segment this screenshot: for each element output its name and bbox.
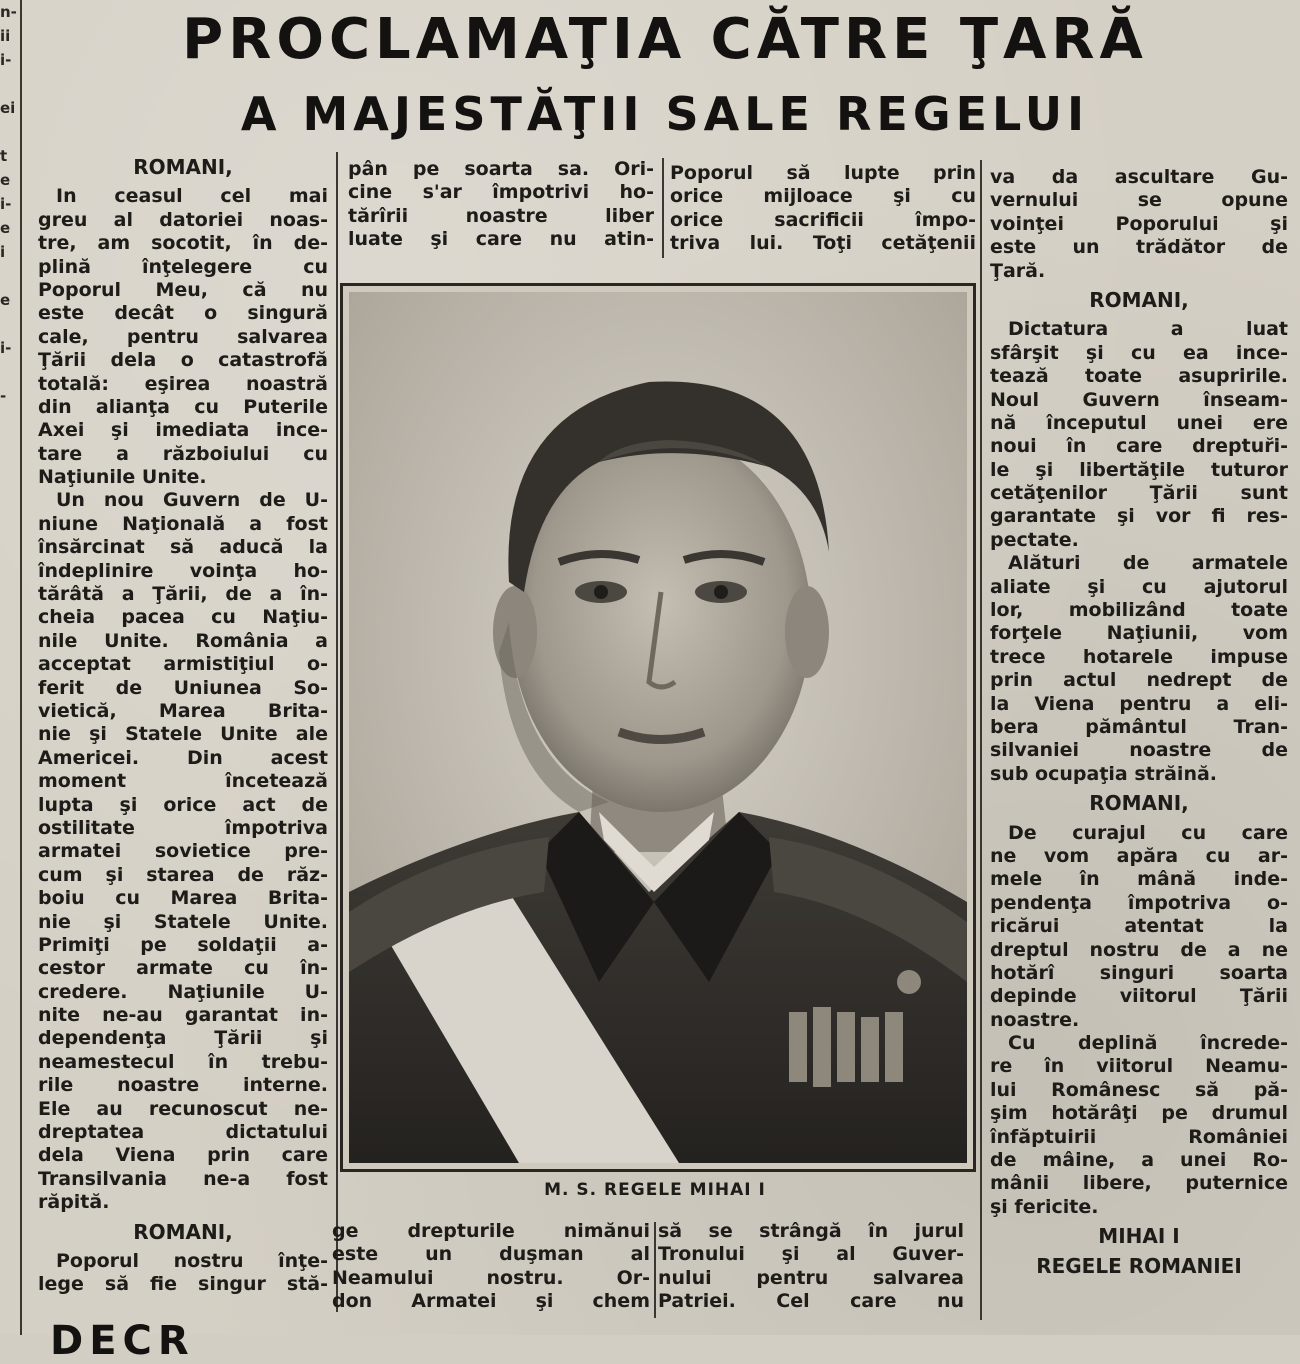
paragraph-line: voinţei Poporului şi bbox=[990, 212, 1288, 235]
paragraph-line: dela Viena prin care bbox=[38, 1144, 328, 1167]
paragraph-line: tare a războiului cu bbox=[38, 442, 328, 465]
paragraph-line: şim hotărâţi pe drumul bbox=[990, 1102, 1288, 1125]
margin-fragment bbox=[0, 720, 14, 744]
section-heading: ROMANI, bbox=[1089, 791, 1189, 816]
paragraph-line: Dictatura a luat bbox=[1008, 318, 1288, 341]
paragraph-line: orice sacrificii împo- bbox=[670, 208, 976, 231]
paragraph-line: credere. Naţiunile U- bbox=[38, 980, 328, 1003]
margin-fragment bbox=[0, 792, 14, 816]
paragraph-line: mele în mână inde- bbox=[990, 868, 1288, 891]
paragraph-line: este un duşman al bbox=[332, 1243, 650, 1266]
margin-fragment: e bbox=[0, 171, 11, 189]
paragraph-line: lor, mobilizând toate bbox=[990, 599, 1288, 622]
paragraph-line: triva lui. Toţi cetăţenii bbox=[670, 232, 976, 255]
paragraph-line: nite ne-au garantat in- bbox=[38, 1004, 328, 1027]
paragraph-line: Americei. Din acest bbox=[38, 746, 328, 769]
column-4 bbox=[990, 166, 1288, 1284]
paragraph-line: le şi libertăţile tuturor bbox=[990, 458, 1288, 481]
paragraph-line: don Armatei şi chem bbox=[332, 1290, 650, 1313]
paragraph-line: re în viitorul Neamu- bbox=[990, 1055, 1288, 1078]
column-rule-2-top bbox=[662, 158, 664, 258]
margin-fragment: - bbox=[0, 387, 7, 405]
paragraph-line: totală: eşirea noastră bbox=[38, 372, 328, 395]
paragraph-line: ferit de Uniunea So- bbox=[38, 676, 328, 699]
paragraph-line: nului pentru salvarea bbox=[658, 1266, 964, 1289]
margin-fragment bbox=[0, 1008, 14, 1032]
portrait-frame bbox=[340, 283, 976, 1172]
margin-fragment: i- bbox=[0, 51, 12, 69]
paragraph-line: Axei şi imediata ince- bbox=[38, 419, 328, 442]
portrait-illustration bbox=[349, 292, 967, 1163]
paragraph-line: niune Naţională a fost bbox=[38, 512, 328, 535]
margin-fragment bbox=[0, 1032, 14, 1056]
paragraph-line: lege să fie singur stă- bbox=[38, 1273, 328, 1296]
margin-fragment bbox=[0, 312, 14, 336]
paragraph-line: forţele Naţiunii, vom bbox=[990, 622, 1288, 645]
paragraph-line: noui în care dreptur̆i- bbox=[990, 435, 1288, 458]
paragraph-line: îndeplinire voinţa ho- bbox=[38, 559, 328, 582]
paragraph-line: Ţară. bbox=[990, 259, 1046, 282]
margin-fragment bbox=[0, 696, 14, 720]
paragraph-line: lui Românesc să pă- bbox=[990, 1078, 1288, 1101]
paragraph-line: plină înţelegere cu bbox=[38, 255, 328, 278]
margin-fragment bbox=[0, 984, 14, 1008]
paragraph-line: garantate şi vor fi res- bbox=[990, 505, 1288, 528]
paragraph-line: hotărî singuri soarta bbox=[990, 961, 1288, 984]
margin-fragment bbox=[0, 1104, 14, 1128]
margin-fragment bbox=[0, 624, 14, 648]
paragraph-line: neamestecul în trebu- bbox=[38, 1050, 328, 1073]
paragraph-line: de mâine, a unei Ro- bbox=[990, 1149, 1288, 1172]
paragraph-line: din alianţa cu Puterile bbox=[38, 395, 328, 418]
margin-fragment bbox=[0, 408, 14, 432]
paragraph-line: orice mijloace şi cu bbox=[670, 185, 976, 208]
margin-fragment bbox=[0, 1056, 14, 1080]
margin-fragment bbox=[0, 264, 14, 288]
margin-fragment: e bbox=[0, 291, 11, 309]
margin-fragment bbox=[0, 1152, 14, 1176]
paragraph-line: cum şi starea de răz- bbox=[38, 863, 328, 886]
paragraph-line: tre, am socotit, în de- bbox=[38, 232, 328, 255]
paragraph-line: Neamului nostru. Or- bbox=[332, 1266, 650, 1289]
paragraph-line: cestor armate cu în- bbox=[38, 957, 328, 980]
paragraph-line: înfăptuirii României bbox=[990, 1125, 1288, 1148]
paragraph-line: să se strângă în jurul bbox=[658, 1220, 964, 1242]
paragraph-line: va da ascultare Gu- bbox=[990, 166, 1288, 188]
paragraph-line: pendenţa împotriva o- bbox=[990, 891, 1288, 914]
paragraph-line: noastre. bbox=[990, 1008, 1080, 1031]
paragraph-line: armatei sovietice pre- bbox=[38, 840, 328, 863]
margin-fragment: ii bbox=[0, 27, 11, 45]
paragraph-line: Naţiunile Unite. bbox=[38, 466, 207, 489]
paragraph-line: Cu deplină încrede- bbox=[1008, 1032, 1288, 1055]
paragraph-line: mânii libere, puternice bbox=[990, 1172, 1288, 1195]
margin-fragment: ei bbox=[0, 99, 16, 117]
margin-fragment bbox=[0, 648, 14, 672]
margin-fragment bbox=[0, 576, 14, 600]
paragraph-line: sfârşit şi cu ea ince- bbox=[990, 341, 1288, 364]
paragraph-line: moment încetează bbox=[38, 770, 328, 793]
column-3-top bbox=[670, 162, 976, 256]
column-rule-1 bbox=[336, 152, 338, 1312]
margin-fragment bbox=[0, 1128, 14, 1152]
margin-fragment: e bbox=[0, 219, 11, 237]
column-1 bbox=[38, 150, 328, 1297]
paragraph-line: sub ocupaţia străină. bbox=[990, 762, 1218, 785]
paragraph-line: trece hotarele impuse bbox=[990, 645, 1288, 668]
paragraph-line: dreptatea dictatului bbox=[38, 1121, 328, 1144]
paragraph-line: Transilvania ne-a fost bbox=[38, 1167, 328, 1190]
paragraph-line: ge drepturile nimănui bbox=[332, 1220, 650, 1242]
paragraph-line: Noul Guvern înseam- bbox=[990, 388, 1288, 411]
paragraph-line: cheia pacea cu Naţiu- bbox=[38, 606, 328, 629]
left-column-rule bbox=[20, 0, 22, 1335]
margin-fragment bbox=[0, 936, 14, 960]
paragraph-line: Alături de armatele bbox=[1008, 552, 1288, 575]
paragraph-line: Poporul nostru înţe- bbox=[56, 1249, 328, 1272]
margin-fragment: i- bbox=[0, 195, 12, 213]
paragraph-line: cetăţenilor Ţării sunt bbox=[990, 482, 1288, 505]
portrait-caption: M. S. REGELE MIHAI I bbox=[544, 1180, 766, 1200]
paragraph-line: De curajul cu care bbox=[1008, 821, 1288, 844]
margin-fragment bbox=[0, 528, 14, 552]
paragraph-line: nie şi Statele Unite ale bbox=[38, 723, 328, 746]
column-2-bottom bbox=[332, 1220, 650, 1314]
paragraph-line: aliate şi cu ajutorul bbox=[990, 575, 1288, 598]
margin-fragment bbox=[0, 72, 14, 96]
margin-fragment bbox=[0, 504, 14, 528]
paragraph-line: boiu cu Marea Brita- bbox=[38, 887, 328, 910]
margin-fragment bbox=[0, 432, 14, 456]
paragraph-line: tărâtă a Ţării, de a în- bbox=[38, 583, 328, 606]
section-heading: ROMANI, bbox=[1089, 287, 1189, 312]
paragraph-line: ne vom apăra cu ar- bbox=[990, 844, 1288, 867]
paragraph-line: nă începutul unei ere bbox=[990, 411, 1288, 434]
margin-fragment bbox=[0, 816, 14, 840]
margin-fragment bbox=[0, 744, 14, 768]
paragraph-line: dependenţa Ţării şi bbox=[38, 1027, 328, 1050]
paragraph-line: Patriei. Cel care nu bbox=[658, 1290, 964, 1313]
margin-fragment bbox=[0, 1248, 14, 1272]
paragraph-line: dreptul nostru de a ne bbox=[990, 938, 1288, 961]
paragraph-line: acceptat armistiţiul o- bbox=[38, 653, 328, 676]
paragraph-line: depinde viitorul Ţării bbox=[990, 985, 1288, 1008]
paragraph-line: este decât o singură bbox=[38, 302, 328, 325]
margin-fragment bbox=[0, 960, 14, 984]
margin-fragment bbox=[0, 360, 14, 384]
paragraph-line: tărîrii noastre liber bbox=[348, 204, 654, 227]
next-article-fragment: DECR bbox=[50, 1318, 195, 1364]
margin-fragment: t bbox=[0, 147, 8, 165]
paragraph-line: pectate. bbox=[990, 528, 1079, 551]
headline: PROCLAMAŢIA CĂTRE ŢARĂ bbox=[182, 7, 1148, 72]
paragraph-line: nile Unite. România a bbox=[38, 629, 328, 652]
subheadline: A MAJESTĂŢII SALE REGELUI bbox=[240, 87, 1090, 141]
paragraph-line: Poporul să lupte prin bbox=[670, 162, 976, 184]
column-2-top bbox=[348, 158, 654, 252]
margin-fragment bbox=[0, 600, 14, 624]
paragraph-line: luate şi care nu atin- bbox=[348, 228, 654, 251]
margin-fragment bbox=[0, 1296, 14, 1320]
margin-fragment bbox=[0, 768, 14, 792]
paragraph-line: ricărui atentat la bbox=[990, 915, 1288, 938]
paragraph-line: vernului se opune bbox=[990, 189, 1288, 212]
margin-fragment: i bbox=[0, 243, 6, 261]
margin-fragment bbox=[0, 1200, 14, 1224]
margin-fragment bbox=[0, 888, 14, 912]
margin-fragment bbox=[0, 456, 14, 480]
left-margin-text-fragments bbox=[0, 0, 17, 1335]
margin-fragment bbox=[0, 1272, 14, 1296]
paragraph-line: Ţării dela o catastrofă bbox=[38, 349, 328, 372]
paragraph-line: ostilitate împotriva bbox=[38, 816, 328, 839]
paragraph-line: însărcinat să aducă la bbox=[38, 536, 328, 559]
paragraph-line: Ele au recunoscut ne- bbox=[38, 1097, 328, 1120]
margin-fragment bbox=[0, 480, 14, 504]
paragraph-line: bera pământul Tran- bbox=[990, 715, 1288, 738]
column-3-bottom bbox=[658, 1220, 964, 1314]
margin-fragment bbox=[0, 1176, 14, 1200]
margin-fragment bbox=[0, 672, 14, 696]
paragraph-line: şi fericite. bbox=[990, 1195, 1099, 1218]
column-rule-2-bottom bbox=[654, 1222, 656, 1318]
signature-name: MIHAI I bbox=[1098, 1224, 1180, 1249]
section-heading: ROMANI, bbox=[133, 155, 233, 179]
margin-fragment bbox=[0, 120, 14, 144]
margin-fragment: i- bbox=[0, 339, 12, 357]
paragraph-line: prin actul nedrept de bbox=[990, 669, 1288, 692]
paragraph-line: la Viena pentru a eli- bbox=[990, 692, 1288, 715]
column-rule-3 bbox=[980, 160, 982, 1320]
margin-fragment: n- bbox=[0, 3, 17, 21]
paragraph-line: pân pe soarta sa. Ori- bbox=[348, 158, 654, 180]
margin-fragment bbox=[0, 840, 14, 864]
paragraph-line: cine s'ar împotrivi ho- bbox=[348, 181, 654, 204]
paragraph-line: Un nou Guvern de U- bbox=[56, 489, 328, 512]
paragraph-line: nie şi Statele Unite. bbox=[38, 910, 328, 933]
paragraph-line: vietică, Marea Brita- bbox=[38, 699, 328, 722]
paragraph-line: Tronului şi al Guver- bbox=[658, 1243, 964, 1266]
signature-title: REGELE ROMANIEI bbox=[1036, 1253, 1242, 1278]
paragraph-line: Poporul Meu, că nu bbox=[38, 278, 328, 301]
section-heading: ROMANI, bbox=[133, 1219, 233, 1244]
margin-fragment bbox=[0, 552, 14, 576]
margin-fragment bbox=[0, 1080, 14, 1104]
paragraph-line: greu al datoriei noas- bbox=[38, 208, 328, 231]
paragraph-line: In ceasul cel mai bbox=[56, 185, 328, 208]
paragraph-line: răpită. bbox=[38, 1191, 110, 1214]
paragraph-line: este un trădător de bbox=[990, 236, 1288, 259]
margin-fragment bbox=[0, 912, 14, 936]
paragraph-line: silvaniei noastre de bbox=[990, 739, 1288, 762]
paragraph-line: lupta şi orice act de bbox=[38, 793, 328, 816]
paragraph-line: rile noastre interne. bbox=[38, 1074, 328, 1097]
margin-fragment bbox=[0, 1224, 14, 1248]
paragraph-line: cale, pentru salvarea bbox=[38, 325, 328, 348]
paragraph-line: Primiţi pe soldaţii a- bbox=[38, 933, 328, 956]
margin-fragment bbox=[0, 864, 14, 888]
portrait-photo bbox=[349, 292, 967, 1163]
paragraph-line: tează toate asupririle. bbox=[990, 365, 1288, 388]
